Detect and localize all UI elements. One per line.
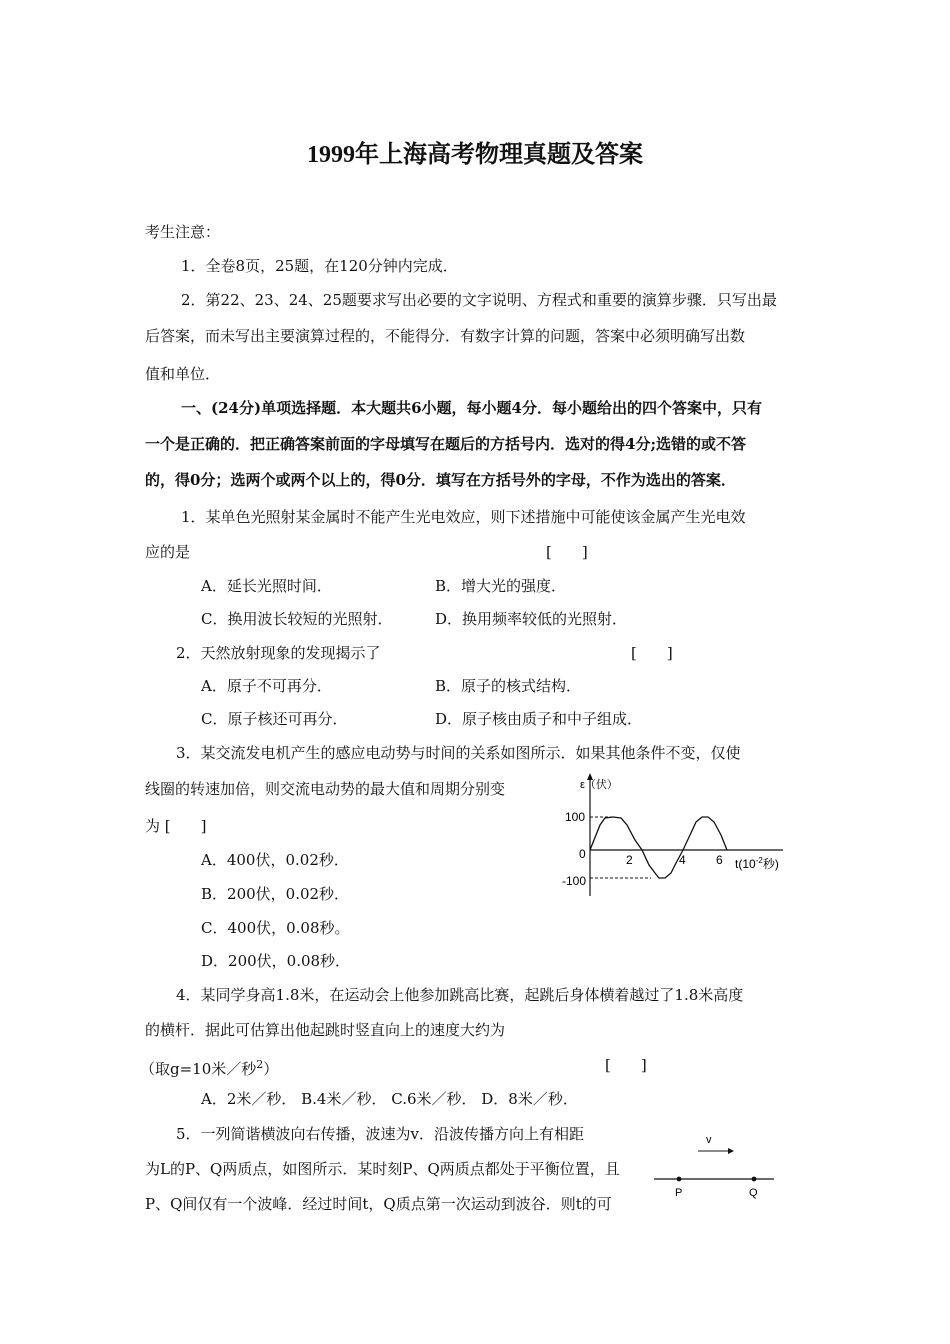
y-tick-100: 100 <box>565 810 586 824</box>
q3-option-d: D．200伏，0.08秒． <box>201 952 351 970</box>
point-p <box>677 1177 682 1182</box>
notice-item-2-line-3: 值和单位． <box>145 365 221 383</box>
q3-stem-line-2: 线圈的转速加倍，则交流电动势的最大值和周期分别变 <box>145 780 506 798</box>
q2-option-b: B．原子的核式结构． <box>435 677 582 695</box>
q4-stem-line-3: （取g=10米／秒$^2$） <box>140 1058 279 1078</box>
notice-heading: 考生注意： <box>145 223 221 241</box>
y-axis-label: ε（伏） <box>580 779 618 791</box>
x-tick-2: 2 <box>626 853 633 867</box>
x-tick-4: 4 <box>679 853 686 867</box>
section1-line-3: 的，得0分；选两个或两个以上的，得0分．填写在方括号外的字母，不作为选出的答案． <box>145 471 736 489</box>
q2-option-d: D．原子核由质子和中子组成． <box>435 710 643 728</box>
notice-item-1: 1．全卷8页，25题，在120分钟内完成． <box>181 257 458 275</box>
point-q <box>752 1177 757 1182</box>
q5-stem-line-2: 为L的P、Q两质点，如图所示．某时刻P、Q两质点都处于平衡位置，且 <box>145 1160 620 1178</box>
x-tick-6: 6 <box>716 853 723 867</box>
notice-item-2-line-1: 2．第22、23、24、25题要求写出必要的文字说明、方程式和重要的演算步骤．只写出最 <box>181 291 777 309</box>
y-tick-0: 0 <box>579 847 586 861</box>
q1-option-d: D．换用频率较低的光照射． <box>435 610 628 628</box>
q1-option-b: B．增大光的强度． <box>435 577 567 595</box>
q1-stem-line-2: 应的是 <box>145 543 191 561</box>
q1-stem-line-1: 1．某单色光照射某金属时不能产生光电效应，则下述措施中可能使该金属产生光电效 <box>181 508 746 526</box>
q5-stem-line-3: P、Q间仅有一个波峰．经过时间t，Q质点第一次运动到波谷．则t的可 <box>145 1195 612 1213</box>
page-title: 1999年上海高考物理真题及答案 <box>307 142 643 168</box>
q4-stem-line-1: 4．某同学身高1.8米，在运动会上他参加跳高比赛，起跳后身体横着越过了1.8米高度 <box>176 986 744 1004</box>
q4-options: A．2米／秒． B.4米／秒． C.6米／秒． D．8米／秒． <box>201 1090 578 1108</box>
emf-waveform <box>590 817 727 878</box>
point-q-label: Q <box>749 1187 758 1199</box>
velocity-label: v <box>706 1134 712 1146</box>
q1-option-a: A．延长光照时间． <box>201 577 332 595</box>
q2-option-c: C．原子核还可再分． <box>201 710 348 728</box>
q3-option-b: B．200伏，0.02秒． <box>201 885 350 903</box>
q3-option-a: A．400伏，0.02秒． <box>201 851 349 869</box>
q5-stem-line-1: 5．一列简谐横波向右传播，波速为v．沿波传播方向上有相距 <box>176 1125 585 1143</box>
q3-option-c: C．400伏，0.08秒。 <box>201 919 350 937</box>
q4-stem-line-2: 的横杆．据此可估算出他起跳时竖直向上的速度大约为 <box>145 1021 506 1039</box>
q1-option-c: C．换用波长较短的光照射． <box>201 610 393 628</box>
y-tick-neg100: -100 <box>562 874 587 888</box>
q1-answer-bracket: [ ] <box>546 543 588 561</box>
q3-stem-line-3: 为 [ ] <box>145 817 207 835</box>
q3-stem-line-1: 3．某交流发电机产生的感应电动势与时间的关系如图所示．如果其他条件不变，仅使 <box>176 744 741 762</box>
point-p-label: P <box>675 1187 683 1199</box>
notice-item-2-line-2: 后答案，而未写出主要演算过程的，不能得分．有数字计算的问题，答案中必须明确写出数 <box>145 327 746 345</box>
q4-answer-bracket: [ ] <box>605 1056 647 1074</box>
q5-wave-diagram <box>650 1130 780 1202</box>
section1-line-1: 一、(24分)单项选择题．本大题共6小题，每小题4分．每小题给出的四个答案中，只有 <box>181 399 762 417</box>
x-axis-label: $t(10^{-2}$秒) <box>735 856 779 871</box>
q2-stem: 2．天然放射现象的发现揭示了 <box>176 644 381 662</box>
q2-answer-bracket: [ ] <box>631 644 673 662</box>
section1-line-2: 一个是正确的．把正确答案前面的字母填写在题后的方括号内．选对的得4分;选错的或不答 <box>145 435 746 453</box>
velocity-arrowhead <box>728 1148 734 1154</box>
q3-emf-graph <box>555 770 805 900</box>
q2-option-a: A．原子不可再分． <box>201 677 332 695</box>
